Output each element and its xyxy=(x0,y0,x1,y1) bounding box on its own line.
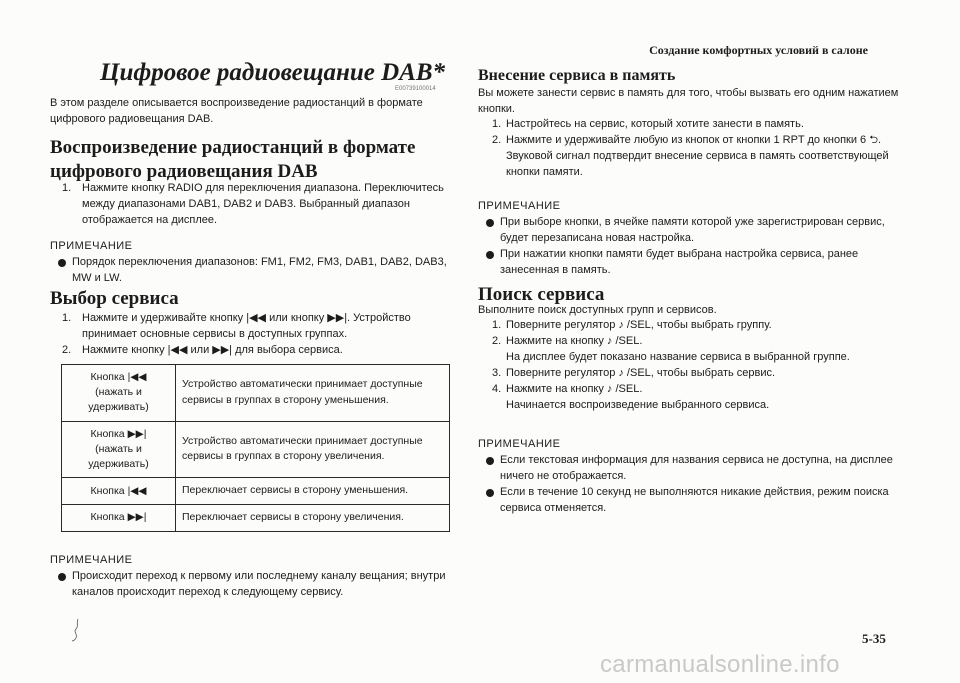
step-number: 3. xyxy=(492,366,502,379)
section-title-save-service: Внесение сервиса в память xyxy=(478,67,676,84)
description-cell: Устройство автоматически принимает доступные сервисы в группах в сторону уменьшения. xyxy=(176,365,450,422)
note-title: ПРИМЕЧАНИЕ xyxy=(50,554,133,566)
step-item xyxy=(478,366,910,382)
step-text: Нажмите на кнопку ♪ /SEL. xyxy=(506,382,643,395)
step-number: 4. xyxy=(492,382,502,395)
step-text: Поверните регулятор ♪ /SEL, чтобы выбрать сервис. xyxy=(506,366,776,379)
step-item xyxy=(50,311,455,343)
step-item xyxy=(50,343,455,359)
button-cell: Кнопка |◀◀ xyxy=(62,478,176,505)
page-number: 5-35 xyxy=(862,631,886,646)
step-item xyxy=(478,318,910,334)
intro-text: В этом разделе описывается воспроизведение радиостанций в формате цифрового радиовещания DAB. xyxy=(50,97,423,125)
step-number: 1. xyxy=(492,319,502,331)
description-cell: Устройство автоматически принимает доступные сервисы в группах в сторону увеличения. xyxy=(176,421,450,478)
section-intro: Вы можете занести сервис в память для того, чтобы вызвать его одним нажатием кнопки. xyxy=(478,87,899,115)
note-title: ПРИМЕЧАНИЕ xyxy=(478,438,561,450)
step-number: 1. xyxy=(492,118,502,130)
step-item xyxy=(478,334,910,350)
note-item: При нажатии кнопки памяти будет выбрана настройка сервиса, ранее занесенная в память. xyxy=(478,247,910,279)
button-function-table xyxy=(61,364,450,532)
table-row xyxy=(62,365,450,422)
watermark: carmanualsonline.info xyxy=(600,651,840,678)
step-item xyxy=(478,133,910,149)
step-text: Поверните регулятор ♪ /SEL, чтобы выбрать группу. xyxy=(506,319,772,331)
steps-search-service xyxy=(478,318,910,414)
table-row xyxy=(62,505,450,532)
description-cell: Переключает сервисы в сторону увеличения. xyxy=(176,505,450,532)
step-text: Нажмите кнопку |◀◀ или ▶▶| для выбора сервиса. xyxy=(82,343,343,356)
step-text: Нажмите и удерживайте любую из кнопок от кнопки 1 RPT до кнопки 6 ⮌. xyxy=(506,133,882,146)
step-item xyxy=(478,398,910,414)
step-item xyxy=(478,382,910,398)
steps-save-service xyxy=(478,117,910,181)
step-number: 2. xyxy=(492,334,502,347)
table-row xyxy=(62,421,450,478)
button-cell: Кнопка ▶▶| xyxy=(62,505,176,532)
step-number: 2. xyxy=(62,343,72,356)
description-cell: Переключает сервисы в сторону уменьшения. xyxy=(176,478,450,505)
note-item: Происходит переход к первому или последнему каналу вещания; внутри каналов происходит переход к следующему сервису. xyxy=(50,569,455,601)
note-memory xyxy=(478,199,910,279)
step-text: Нажмите и удерживайте кнопку |◀◀ или кнопку ▶▶|. Устройство принимает основные сервисы в доступных группах. xyxy=(82,312,411,340)
note-band-order xyxy=(50,239,455,287)
button-cell: Кнопка ▶▶| (нажать и удерживать) xyxy=(62,421,176,478)
running-head: Создание комфортных условий в салоне xyxy=(649,43,868,57)
step-text: На дисплее будет показано название сервиса в выбранной группе. xyxy=(506,350,850,363)
main-title: Цифровое радиовещание DAB* xyxy=(100,59,446,86)
pen-mark-icon xyxy=(70,618,82,642)
note-channel-switch xyxy=(50,553,455,601)
note-item: При выборе кнопки, в ячейке памяти которой уже зарегистрирован сервис, будет перезаписана новая настройка. xyxy=(478,215,910,247)
steps-select-service xyxy=(50,311,455,359)
step-text: Начинается воспроизведение выбранного сервиса. xyxy=(506,398,770,411)
step-number: 2. xyxy=(492,133,502,146)
step-text: Звуковой сигнал подтвердит внесение сервиса в память соответствующей кнопки памяти. xyxy=(506,149,889,178)
button-cell: Кнопка |◀◀ (нажать и удерживать) xyxy=(62,365,176,422)
section-title-select-service: Выбор сервиса xyxy=(50,288,179,309)
step-text: Нажмите на кнопку ♪ /SEL. xyxy=(506,334,643,347)
step-item xyxy=(478,350,910,366)
section-title-dab-playback: Воспроизведение радиостанций в формате цифрового радиовещания DAB xyxy=(50,137,416,182)
note-item: Если в течение 10 секунд не выполняются никакие действия, режим поиска сервиса отменяется. xyxy=(478,485,910,517)
document-id: E00739100014 xyxy=(395,86,436,92)
step-text: Нажмите кнопку RADIO для переключения диапазона. Переключитесь между диапазонами DAB1, DAB2 и DAB3. Выбранный диапазон отображается на дисплее. xyxy=(82,182,444,226)
steps-dab-playback xyxy=(50,181,455,229)
step-number: 1. xyxy=(62,182,72,194)
section-title-search-service: Поиск сервиса xyxy=(478,284,605,305)
note-item: Порядок переключения диапазонов: FM1, FM2, FM3, DAB1, DAB2, DAB3, MW и LW. xyxy=(50,255,455,287)
step-item xyxy=(50,181,455,229)
step-item xyxy=(478,149,910,181)
note-title: ПРИМЕЧАНИЕ xyxy=(50,240,133,252)
note-item: Если текстовая информация для названия сервиса не доступна, на дисплее ничего не отображается. xyxy=(478,453,910,485)
step-number: 1. xyxy=(62,312,72,324)
step-text: Настройтесь на сервис, который хотите занести в память. xyxy=(506,118,804,130)
section-intro: Выполните поиск доступных групп и сервисов. xyxy=(478,304,717,316)
step-item xyxy=(478,117,910,133)
note-title: ПРИМЕЧАНИЕ xyxy=(478,200,561,212)
note-search xyxy=(478,437,910,517)
table-row xyxy=(62,478,450,505)
